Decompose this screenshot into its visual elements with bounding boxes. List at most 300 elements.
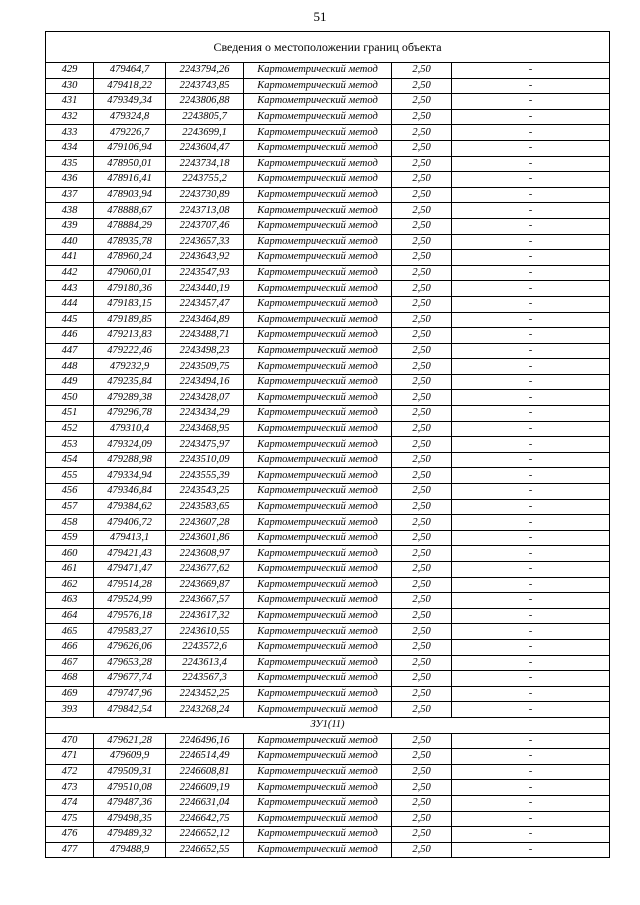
point-number-cell: 432: [46, 109, 94, 125]
table-row: [46, 624, 610, 640]
x-coordinate-cell: 479418,22: [94, 78, 166, 94]
table-row: [46, 577, 610, 593]
y-coordinate-cell: 2243608,97: [166, 546, 244, 562]
accuracy-cell: 2,50: [392, 234, 452, 250]
accuracy-cell: 2,50: [392, 187, 452, 203]
x-coordinate-cell: 479349,34: [94, 94, 166, 110]
section-label: ЗУ1(11): [46, 717, 610, 733]
accuracy-cell: 2,50: [392, 780, 452, 796]
table-row: [46, 437, 610, 453]
table-title-row: [46, 32, 610, 63]
point-number-cell: 444: [46, 296, 94, 312]
note-cell: -: [452, 733, 610, 749]
note-cell: -: [452, 764, 610, 780]
method-cell: Картометрический метод: [244, 250, 392, 266]
note-cell: -: [452, 328, 610, 344]
y-coordinate-cell: 2243547,93: [166, 265, 244, 281]
x-coordinate-cell: 478884,29: [94, 218, 166, 234]
y-coordinate-cell: 2246608,81: [166, 764, 244, 780]
x-coordinate-cell: 479583,27: [94, 624, 166, 640]
x-coordinate-cell: 479677,74: [94, 671, 166, 687]
y-coordinate-cell: 2243734,18: [166, 156, 244, 172]
accuracy-cell: 2,50: [392, 795, 452, 811]
y-coordinate-cell: 2243583,65: [166, 499, 244, 515]
x-coordinate-cell: 479310,4: [94, 421, 166, 437]
note-cell: -: [452, 156, 610, 172]
note-cell: -: [452, 795, 610, 811]
y-coordinate-cell: 2243543,25: [166, 484, 244, 500]
accuracy-cell: 2,50: [392, 764, 452, 780]
note-cell: -: [452, 312, 610, 328]
point-number-cell: 429: [46, 63, 94, 79]
note-cell: -: [452, 203, 610, 219]
y-coordinate-cell: 2243468,95: [166, 421, 244, 437]
method-cell: Картометрический метод: [244, 484, 392, 500]
accuracy-cell: 2,50: [392, 109, 452, 125]
point-number-cell: 473: [46, 780, 94, 796]
x-coordinate-cell: 479524,99: [94, 593, 166, 609]
table-title: Сведения о местоположении границ объекта: [46, 32, 610, 63]
x-coordinate-cell: 479489,32: [94, 827, 166, 843]
y-coordinate-cell: 2243475,97: [166, 437, 244, 453]
method-cell: Картометрический метод: [244, 63, 392, 79]
y-coordinate-cell: 2243713,08: [166, 203, 244, 219]
method-cell: Картометрический метод: [244, 421, 392, 437]
point-number-cell: 469: [46, 686, 94, 702]
method-cell: Картометрический метод: [244, 749, 392, 765]
x-coordinate-cell: 479296,78: [94, 406, 166, 422]
method-cell: Картометрический метод: [244, 234, 392, 250]
table-row: [46, 281, 610, 297]
y-coordinate-cell: 2243805,7: [166, 109, 244, 125]
y-coordinate-cell: 2243440,19: [166, 281, 244, 297]
y-coordinate-cell: 2243428,07: [166, 390, 244, 406]
point-number-cell: 434: [46, 140, 94, 156]
point-number-cell: 472: [46, 764, 94, 780]
accuracy-cell: 2,50: [392, 468, 452, 484]
point-number-cell: 461: [46, 562, 94, 578]
x-coordinate-cell: 478960,24: [94, 250, 166, 266]
point-number-cell: 477: [46, 842, 94, 858]
note-cell: -: [452, 608, 610, 624]
method-cell: Картометрический метод: [244, 608, 392, 624]
accuracy-cell: 2,50: [392, 203, 452, 219]
y-coordinate-cell: 2243743,85: [166, 78, 244, 94]
table-row: [46, 686, 610, 702]
x-coordinate-cell: 479180,36: [94, 281, 166, 297]
y-coordinate-cell: 2243457,47: [166, 296, 244, 312]
point-number-cell: 436: [46, 172, 94, 188]
x-coordinate-cell: 478888,67: [94, 203, 166, 219]
method-cell: Картометрический метод: [244, 764, 392, 780]
y-coordinate-cell: 2243610,55: [166, 624, 244, 640]
y-coordinate-cell: 2243699,1: [166, 125, 244, 141]
x-coordinate-cell: 479222,46: [94, 343, 166, 359]
method-cell: Картометрический метод: [244, 530, 392, 546]
point-number-cell: 455: [46, 468, 94, 484]
accuracy-cell: 2,50: [392, 624, 452, 640]
method-cell: Картометрический метод: [244, 811, 392, 827]
method-cell: Картометрический метод: [244, 593, 392, 609]
method-cell: Картометрический метод: [244, 468, 392, 484]
table-row: [46, 296, 610, 312]
table-row: [46, 655, 610, 671]
y-coordinate-cell: 2243607,28: [166, 515, 244, 531]
table-row: [46, 140, 610, 156]
accuracy-cell: 2,50: [392, 499, 452, 515]
x-coordinate-cell: 479514,28: [94, 577, 166, 593]
note-cell: -: [452, 406, 610, 422]
x-coordinate-cell: 479334,94: [94, 468, 166, 484]
x-coordinate-cell: 479509,31: [94, 764, 166, 780]
table-row: [46, 546, 610, 562]
y-coordinate-cell: 2243498,23: [166, 343, 244, 359]
table-row: [46, 827, 610, 843]
y-coordinate-cell: 2243509,75: [166, 359, 244, 375]
x-coordinate-cell: 479232,9: [94, 359, 166, 375]
table-row: [46, 406, 610, 422]
method-cell: Картометрический метод: [244, 343, 392, 359]
accuracy-cell: 2,50: [392, 250, 452, 266]
y-coordinate-cell: 2243555,39: [166, 468, 244, 484]
accuracy-cell: 2,50: [392, 733, 452, 749]
method-cell: Картометрический метод: [244, 577, 392, 593]
note-cell: -: [452, 749, 610, 765]
table-row: [46, 265, 610, 281]
point-number-cell: 454: [46, 452, 94, 468]
accuracy-cell: 2,50: [392, 811, 452, 827]
y-coordinate-cell: 2246652,55: [166, 842, 244, 858]
accuracy-cell: 2,50: [392, 530, 452, 546]
note-cell: -: [452, 577, 610, 593]
point-number-cell: 462: [46, 577, 94, 593]
method-cell: Картометрический метод: [244, 312, 392, 328]
table-row: [46, 795, 610, 811]
note-cell: -: [452, 827, 610, 843]
point-number-cell: 475: [46, 811, 94, 827]
method-cell: Картометрический метод: [244, 655, 392, 671]
note-cell: -: [452, 655, 610, 671]
x-coordinate-cell: 479324,8: [94, 109, 166, 125]
point-number-cell: 446: [46, 328, 94, 344]
y-coordinate-cell: 2243755,2: [166, 172, 244, 188]
method-cell: Картометрический метод: [244, 499, 392, 515]
table-row: [46, 125, 610, 141]
note-cell: -: [452, 421, 610, 437]
method-cell: Картометрический метод: [244, 639, 392, 655]
point-number-cell: 443: [46, 281, 94, 297]
x-coordinate-cell: 479488,9: [94, 842, 166, 858]
point-number-cell: 435: [46, 156, 94, 172]
note-cell: -: [452, 593, 610, 609]
x-coordinate-cell: 479747,96: [94, 686, 166, 702]
method-cell: Картометрический метод: [244, 452, 392, 468]
table-row: [46, 250, 610, 266]
accuracy-cell: 2,50: [392, 296, 452, 312]
accuracy-cell: 2,50: [392, 94, 452, 110]
accuracy-cell: 2,50: [392, 172, 452, 188]
point-number-cell: 452: [46, 421, 94, 437]
table-row: [46, 390, 610, 406]
accuracy-cell: 2,50: [392, 281, 452, 297]
y-coordinate-cell: 2243806,88: [166, 94, 244, 110]
table-row: [46, 374, 610, 390]
table-row: [46, 94, 610, 110]
accuracy-cell: 2,50: [392, 577, 452, 593]
point-number-cell: 466: [46, 639, 94, 655]
y-coordinate-cell: 2243510,09: [166, 452, 244, 468]
accuracy-cell: 2,50: [392, 406, 452, 422]
point-number-cell: 431: [46, 94, 94, 110]
method-cell: Картометрический метод: [244, 562, 392, 578]
note-cell: -: [452, 437, 610, 453]
y-coordinate-cell: 2243572,6: [166, 639, 244, 655]
method-cell: Картометрический метод: [244, 109, 392, 125]
accuracy-cell: 2,50: [392, 125, 452, 141]
method-cell: Картометрический метод: [244, 671, 392, 687]
point-number-cell: 437: [46, 187, 94, 203]
y-coordinate-cell: 2246496,16: [166, 733, 244, 749]
point-number-cell: 449: [46, 374, 94, 390]
y-coordinate-cell: 2246652,12: [166, 827, 244, 843]
method-cell: Картометрический метод: [244, 795, 392, 811]
method-cell: Картометрический метод: [244, 281, 392, 297]
method-cell: Картометрический метод: [244, 218, 392, 234]
x-coordinate-cell: 479621,28: [94, 733, 166, 749]
y-coordinate-cell: 2243494,16: [166, 374, 244, 390]
note-cell: -: [452, 78, 610, 94]
y-coordinate-cell: 2243567,3: [166, 671, 244, 687]
point-number-cell: 448: [46, 359, 94, 375]
accuracy-cell: 2,50: [392, 562, 452, 578]
method-cell: Картометрический метод: [244, 546, 392, 562]
boundary-coordinates-table: [45, 31, 610, 858]
x-coordinate-cell: 479324,09: [94, 437, 166, 453]
point-number-cell: 464: [46, 608, 94, 624]
note-cell: -: [452, 63, 610, 79]
x-coordinate-cell: 479421,43: [94, 546, 166, 562]
y-coordinate-cell: 2243268,24: [166, 702, 244, 718]
note-cell: -: [452, 359, 610, 375]
y-coordinate-cell: 2243452,25: [166, 686, 244, 702]
table-row: [46, 671, 610, 687]
note-cell: -: [452, 374, 610, 390]
note-cell: -: [452, 187, 610, 203]
table-row: [46, 468, 610, 484]
x-coordinate-cell: 479060,01: [94, 265, 166, 281]
accuracy-cell: 2,50: [392, 343, 452, 359]
note-cell: -: [452, 686, 610, 702]
x-coordinate-cell: 479406,72: [94, 515, 166, 531]
method-cell: Картометрический метод: [244, 390, 392, 406]
table-row: [46, 515, 610, 531]
method-cell: Картометрический метод: [244, 702, 392, 718]
accuracy-cell: 2,50: [392, 671, 452, 687]
note-cell: -: [452, 125, 610, 141]
note-cell: -: [452, 109, 610, 125]
x-coordinate-cell: 479235,84: [94, 374, 166, 390]
note-cell: -: [452, 671, 610, 687]
method-cell: Картометрический метод: [244, 842, 392, 858]
accuracy-cell: 2,50: [392, 655, 452, 671]
table-row: [46, 749, 610, 765]
table-row: [46, 811, 610, 827]
boundary-table-container: [45, 31, 609, 858]
note-cell: -: [452, 515, 610, 531]
note-cell: -: [452, 218, 610, 234]
method-cell: Картометрический метод: [244, 624, 392, 640]
note-cell: -: [452, 639, 610, 655]
x-coordinate-cell: 479576,18: [94, 608, 166, 624]
method-cell: Картометрический метод: [244, 686, 392, 702]
table-row: [46, 109, 610, 125]
method-cell: Картометрический метод: [244, 359, 392, 375]
accuracy-cell: 2,50: [392, 842, 452, 858]
point-number-cell: 460: [46, 546, 94, 562]
accuracy-cell: 2,50: [392, 265, 452, 281]
method-cell: Картометрический метод: [244, 827, 392, 843]
x-coordinate-cell: 479413,1: [94, 530, 166, 546]
accuracy-cell: 2,50: [392, 374, 452, 390]
table-row: [46, 764, 610, 780]
accuracy-cell: 2,50: [392, 702, 452, 718]
x-coordinate-cell: 479842,54: [94, 702, 166, 718]
x-coordinate-cell: 479471,47: [94, 562, 166, 578]
point-number-cell: 476: [46, 827, 94, 843]
point-number-cell: 458: [46, 515, 94, 531]
point-number-cell: 450: [46, 390, 94, 406]
note-cell: -: [452, 296, 610, 312]
table-row: [46, 733, 610, 749]
note-cell: -: [452, 468, 610, 484]
accuracy-cell: 2,50: [392, 312, 452, 328]
accuracy-cell: 2,50: [392, 484, 452, 500]
x-coordinate-cell: 478903,94: [94, 187, 166, 203]
y-coordinate-cell: 2243667,57: [166, 593, 244, 609]
note-cell: -: [452, 234, 610, 250]
method-cell: Картометрический метод: [244, 374, 392, 390]
y-coordinate-cell: 2243617,32: [166, 608, 244, 624]
x-coordinate-cell: 479189,85: [94, 312, 166, 328]
point-number-cell: 456: [46, 484, 94, 500]
point-number-cell: 430: [46, 78, 94, 94]
note-cell: -: [452, 499, 610, 515]
x-coordinate-cell: 479183,15: [94, 296, 166, 312]
table-row: [46, 702, 610, 718]
x-coordinate-cell: 479289,38: [94, 390, 166, 406]
table-row: [46, 780, 610, 796]
method-cell: Картометрический метод: [244, 265, 392, 281]
x-coordinate-cell: 479498,35: [94, 811, 166, 827]
table-row: [46, 156, 610, 172]
accuracy-cell: 2,50: [392, 827, 452, 843]
table-row: [46, 499, 610, 515]
method-cell: Картометрический метод: [244, 156, 392, 172]
x-coordinate-cell: 479213,83: [94, 328, 166, 344]
point-number-cell: 465: [46, 624, 94, 640]
x-coordinate-cell: 479464,7: [94, 63, 166, 79]
y-coordinate-cell: 2243488,71: [166, 328, 244, 344]
y-coordinate-cell: 2243707,46: [166, 218, 244, 234]
accuracy-cell: 2,50: [392, 359, 452, 375]
table-row: [46, 187, 610, 203]
point-number-cell: 445: [46, 312, 94, 328]
point-number-cell: 447: [46, 343, 94, 359]
point-number-cell: 459: [46, 530, 94, 546]
y-coordinate-cell: 2243669,87: [166, 577, 244, 593]
y-coordinate-cell: 2246631,04: [166, 795, 244, 811]
note-cell: -: [452, 530, 610, 546]
y-coordinate-cell: 2243657,33: [166, 234, 244, 250]
method-cell: Картометрический метод: [244, 780, 392, 796]
point-number-cell: 474: [46, 795, 94, 811]
table-row: [46, 608, 610, 624]
y-coordinate-cell: 2243434,29: [166, 406, 244, 422]
x-coordinate-cell: 479106,94: [94, 140, 166, 156]
x-coordinate-cell: 479288,98: [94, 452, 166, 468]
accuracy-cell: 2,50: [392, 639, 452, 655]
x-coordinate-cell: 478935,78: [94, 234, 166, 250]
section-row: [46, 717, 610, 733]
table-row: [46, 63, 610, 79]
table-row: [46, 421, 610, 437]
table-row: [46, 328, 610, 344]
note-cell: -: [452, 250, 610, 266]
table-row: [46, 203, 610, 219]
method-cell: Картометрический метод: [244, 172, 392, 188]
x-coordinate-cell: 479609,9: [94, 749, 166, 765]
accuracy-cell: 2,50: [392, 686, 452, 702]
method-cell: Картометрический метод: [244, 733, 392, 749]
point-number-cell: 393: [46, 702, 94, 718]
note-cell: -: [452, 562, 610, 578]
note-cell: -: [452, 780, 610, 796]
accuracy-cell: 2,50: [392, 515, 452, 531]
x-coordinate-cell: 479384,62: [94, 499, 166, 515]
x-coordinate-cell: 478916,41: [94, 172, 166, 188]
note-cell: -: [452, 842, 610, 858]
point-number-cell: 463: [46, 593, 94, 609]
table-row: [46, 593, 610, 609]
accuracy-cell: 2,50: [392, 63, 452, 79]
table-row: [46, 359, 610, 375]
accuracy-cell: 2,50: [392, 437, 452, 453]
note-cell: -: [452, 390, 610, 406]
table-row: [46, 78, 610, 94]
accuracy-cell: 2,50: [392, 608, 452, 624]
point-number-cell: 438: [46, 203, 94, 219]
table-row: [46, 172, 610, 188]
point-number-cell: 467: [46, 655, 94, 671]
method-cell: Картометрический метод: [244, 296, 392, 312]
note-cell: -: [452, 702, 610, 718]
y-coordinate-cell: 2243730,89: [166, 187, 244, 203]
method-cell: Картометрический метод: [244, 125, 392, 141]
x-coordinate-cell: 479226,7: [94, 125, 166, 141]
note-cell: -: [452, 811, 610, 827]
note-cell: -: [452, 265, 610, 281]
x-coordinate-cell: 479653,28: [94, 655, 166, 671]
table-row: [46, 484, 610, 500]
point-number-cell: 441: [46, 250, 94, 266]
point-number-cell: 439: [46, 218, 94, 234]
method-cell: Картометрический метод: [244, 203, 392, 219]
accuracy-cell: 2,50: [392, 546, 452, 562]
point-number-cell: 451: [46, 406, 94, 422]
method-cell: Картометрический метод: [244, 437, 392, 453]
method-cell: Картометрический метод: [244, 94, 392, 110]
x-coordinate-cell: 479510,08: [94, 780, 166, 796]
